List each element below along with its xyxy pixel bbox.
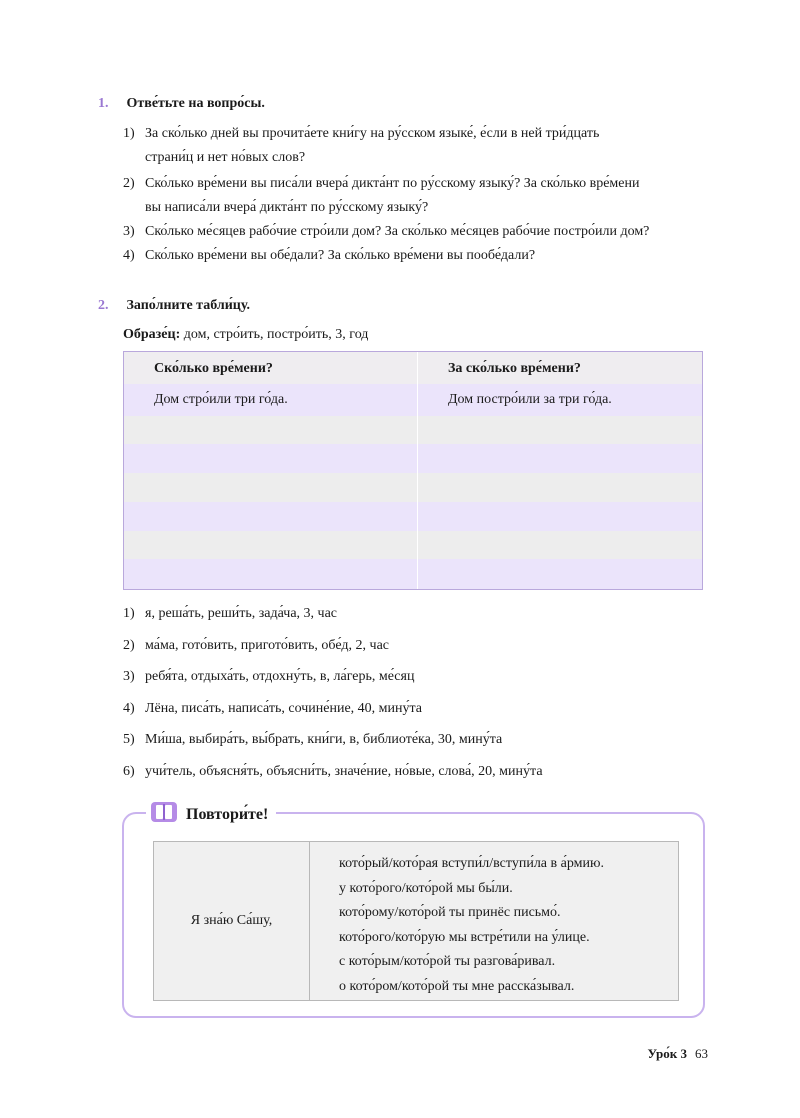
table-sample-row (124, 384, 702, 416)
item-number: 6) (123, 764, 135, 779)
table-cell[interactable] (418, 416, 702, 444)
clause-line: кото́рый/кото́рая вступи́л/вступи́ла в а́рмию. (339, 856, 604, 871)
table-cell[interactable] (124, 559, 418, 589)
question-text: вы написа́ли вчера́ дикта́нт по ру́сскому языку́? (145, 200, 429, 215)
question-4 (123, 246, 535, 266)
section-1-title: Отве́тьте на вопро́сы. (126, 96, 265, 111)
question-1 (123, 124, 599, 168)
list-item (123, 732, 502, 748)
section-1-heading (98, 94, 265, 112)
item-number: 2) (123, 638, 135, 653)
question-number: 3) (123, 224, 135, 239)
list-item (123, 764, 543, 780)
repeat-table (153, 841, 679, 1001)
table-row (124, 502, 702, 531)
question-text: Ско́лько вре́мени вы писа́ли вчера́ дикта́нт по ру́сскому языку́? За ско́лько вре́мени (145, 176, 640, 191)
clause-line: кото́рого/кото́рую мы встре́тили на у́лице. (339, 929, 590, 945)
clause-line: о кото́ром/кото́рой ты мне расска́зывал. (339, 978, 575, 994)
repeat-title: Повтори́те! (186, 805, 269, 823)
sample-label: Образе́ц: (123, 327, 181, 342)
section-1-number: 1. (98, 96, 109, 111)
table-cell[interactable] (418, 444, 702, 473)
cell-divider (309, 842, 310, 1000)
item-text: учи́тель, объясня́ть, объясни́ть, значе́ние, но́вые, слова́, 20, мину́та (145, 764, 543, 779)
section-2-title: Запо́лните табли́цу. (126, 298, 250, 313)
question-2 (123, 174, 639, 218)
sample-line (123, 327, 368, 343)
table-cell: Дом стро́или три го́да. (124, 384, 418, 416)
list-item (123, 638, 389, 654)
item-text: Лёна, писа́ть, написа́ть, сочине́ние, 40, мину́та (145, 701, 423, 716)
question-number: 2) (123, 176, 135, 191)
question-text: Ско́лько вре́мени вы обе́дали? За ско́лько вре́мени вы пообе́дали? (145, 248, 536, 263)
table-header-cell: За ско́лько вре́мени? (418, 352, 702, 384)
table-cell[interactable] (418, 559, 702, 589)
clause-line: у кото́рого/кото́рой мы бы́ли. (339, 880, 513, 896)
item-text: ребя́та, отдыха́ть, отдохну́ть, в, ла́герь, ме́сяц (145, 669, 415, 684)
item-text: ма́ма, гото́вить, пригото́вить, обе́д, 2, час (145, 638, 389, 653)
table-cell[interactable] (124, 444, 418, 473)
table-row (124, 531, 702, 559)
page-number: 63 (695, 1046, 708, 1061)
table-header-cell: Ско́лько вре́мени? (124, 352, 418, 384)
question-number: 1) (123, 126, 135, 141)
item-number: 5) (123, 732, 135, 747)
question-number: 4) (123, 248, 135, 263)
repeat-clauses (339, 852, 604, 999)
question-text: страни́ц и нет но́вых слов? (145, 150, 306, 165)
repeat-left-cell: Я зна́ю Са́шу, (190, 913, 273, 928)
list-item (123, 701, 422, 717)
list-item (123, 669, 414, 685)
lesson-label: Уро́к 3 (647, 1046, 687, 1061)
sample-text: дом, стро́ить, постро́ить, 3, год (180, 327, 369, 342)
item-number: 4) (123, 701, 135, 716)
table-row (124, 559, 702, 589)
repeat-heading (146, 800, 276, 829)
question-text: За ско́лько дней вы прочита́ете кни́гу на ру́сском языке́, е́сли в ней три́дцать (145, 126, 600, 141)
table-cell[interactable] (418, 502, 702, 531)
item-text: Ми́ша, выбира́ть, вы́брать, кни́ги, в, библиоте́ка, 30, мину́та (145, 732, 503, 747)
table-cell[interactable] (418, 531, 702, 559)
table-cell[interactable] (418, 473, 702, 502)
table-cell: Дом постро́или за три го́да. (418, 384, 702, 416)
book-icon (150, 800, 178, 829)
section-2-heading (98, 296, 250, 314)
table-header-row (124, 352, 702, 384)
clause-line: с кото́рым/кото́рой ты разгова́ривал. (339, 954, 556, 969)
list-item (123, 606, 337, 622)
page-footer (648, 1046, 708, 1062)
table-row (124, 444, 702, 473)
clause-line: кото́рому/кото́рой ты принёс письмо́. (339, 905, 561, 920)
table-cell[interactable] (124, 531, 418, 559)
table-row (124, 473, 702, 502)
item-number: 3) (123, 669, 135, 684)
section-2-number: 2. (98, 298, 109, 313)
table-cell[interactable] (124, 473, 418, 502)
question-3 (123, 222, 649, 242)
item-number: 1) (123, 606, 135, 621)
table-row (124, 416, 702, 444)
item-text: я, реша́ть, реши́ть, зада́ча, 3, час (145, 606, 338, 621)
table-cell[interactable] (124, 502, 418, 531)
question-text: Ско́лько ме́сяцев рабо́чие стро́или дом? За ско́лько ме́сяцев рабо́чие постро́или дом? (145, 224, 650, 239)
fill-table (123, 351, 703, 590)
table-cell[interactable] (124, 416, 418, 444)
